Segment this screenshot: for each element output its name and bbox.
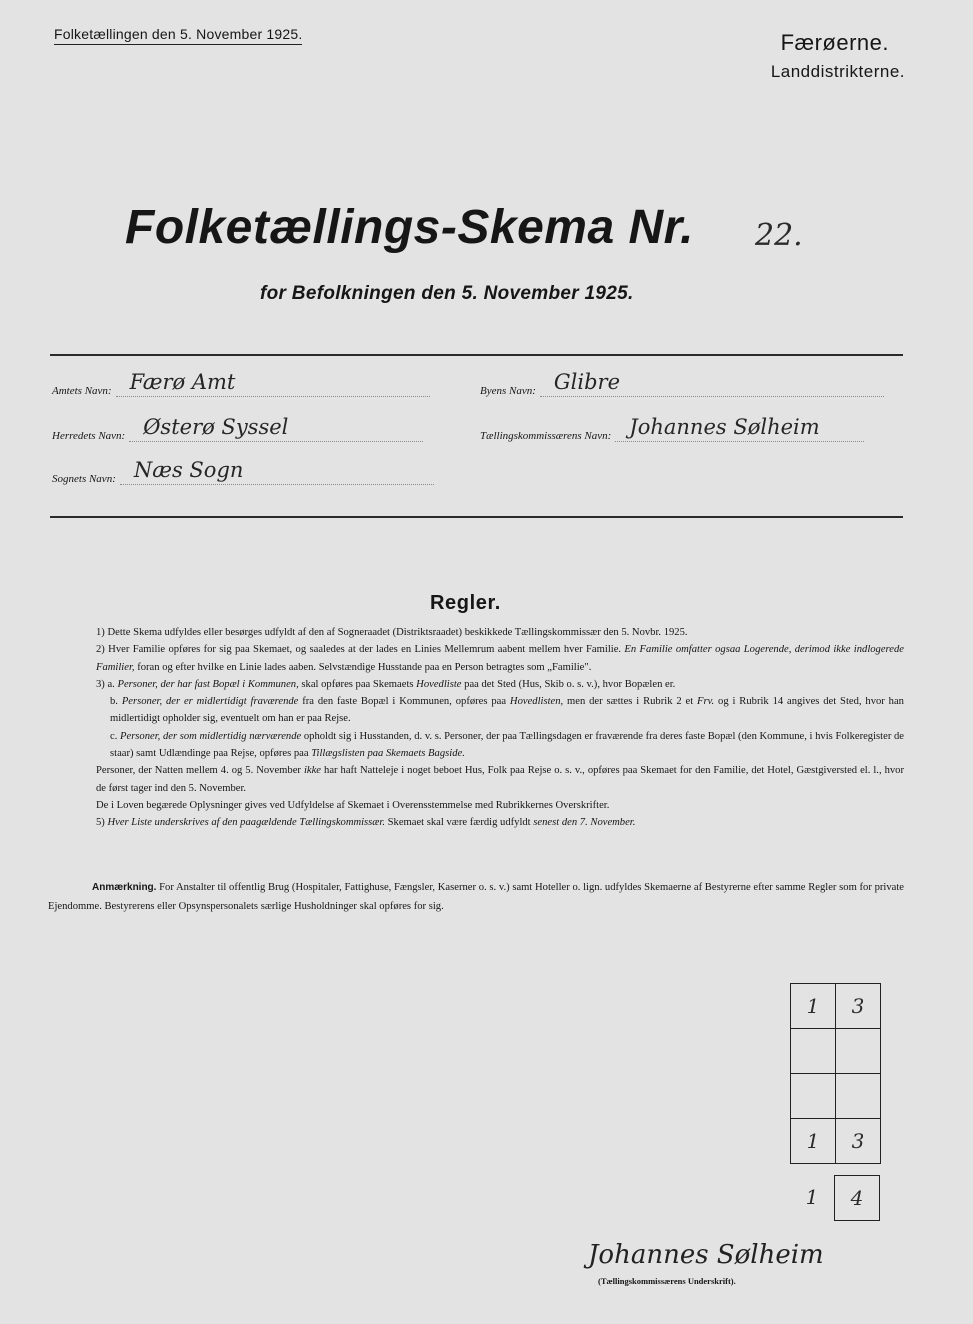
- bottom-divider: [50, 516, 903, 518]
- tally-cell: [791, 1029, 836, 1074]
- tally-row: [791, 1074, 881, 1119]
- kommissaer-value: Johannes Sølheim: [615, 413, 864, 442]
- tally-cell: 3: [836, 984, 881, 1029]
- by-label: Byens Navn:: [480, 385, 536, 397]
- tally-grid: [790, 983, 881, 1164]
- sogn-label: Sognets Navn:: [52, 473, 116, 485]
- rule-3a: 3) a. Personer, der har fast Bopæl i Kommunen, skal opføres paa Skemaets Hovedliste paa det Sted (Hus, Skib o. s. v.), hvor Bopælen er.: [96, 678, 676, 690]
- herred-label: Herredets Navn:: [52, 430, 126, 442]
- signature: Johannes Sølheim: [588, 1240, 824, 1270]
- region-subtitle: Landdistrikterne.: [770, 62, 905, 81]
- amt-label: Amtets Navn:: [52, 385, 112, 397]
- rule-3c: c. Personer, der som midlertidig nærværende opholdt sig i Husstanden, d. v. s. Personer, der paa Tællingsdagen er fraværende fra deres faste Bopæl (den Kommune, i hvis Folkeregister de staar) samt Udlændinge paa Rejse, opføres paa Tillægslisten paa Skemaets Bagside.: [110, 730, 904, 760]
- by-field: [480, 368, 884, 397]
- region-title: Færøerne.: [780, 30, 889, 55]
- tally-total-a: 1: [805, 1185, 819, 1209]
- by-value: Glibre: [540, 368, 884, 397]
- tally-cell: 1: [791, 1119, 836, 1164]
- sogn-value: Næs Sogn: [120, 456, 434, 485]
- tally-cell: [791, 1074, 836, 1119]
- tally-cell: [836, 1074, 881, 1119]
- herred-value: Østerø Syssel: [129, 413, 423, 442]
- form-title: Folketællings-Skema Nr.: [125, 201, 695, 254]
- note-label: Anmærkning.: [92, 882, 157, 893]
- tally-row: [791, 1029, 881, 1074]
- rules-text: [48, 624, 904, 832]
- tally-cell: [836, 1029, 881, 1074]
- note-text: For Anstalter til offentlig Brug (Hospitaler, Fattighuse, Fængsler, Kaserner o. s. v.) samt Hoteller o. lign. udfyldes Skemaerne af Bestyrerne efter samme Regler som for private Ejendomme. Bestyrerens eller Opsynspersonalets særlige Husholdninger skal opføres for sig.: [48, 882, 904, 912]
- rules-heading: Regler.: [430, 592, 501, 614]
- rule-3b: b. Personer, der er midlertidigt fraværende fra den faste Bopæl i Kommunen, opføres paa Hovedlisten, men der sættes i Rubrik 2 et Frv. og i Rubrik 14 angives det Sted, hvor han midlertidigt opholder sig, eventuelt om han er paa Rejse.: [110, 696, 904, 725]
- tally-row: [791, 1119, 881, 1164]
- amt-value: Færø Amt: [116, 368, 430, 397]
- tally-total-b: 4: [834, 1175, 880, 1221]
- tally-row: [791, 984, 881, 1029]
- form-number: 22.: [755, 218, 803, 253]
- note-paragraph: [48, 878, 904, 916]
- herred-field: [52, 413, 423, 442]
- rule-2: 2) Hver Familie opføres for sig paa Skemaet, og saaledes at der lades en Linies Mellemrum aabent mellem hver Familie. En Familie omfatter ogsaa Logerende, derimod ikke indlogerede Familier, foran og efter hvilke en Linie lades aaben. Selvstændige Husstande paa en Person betragtes som „Familie".: [96, 644, 904, 673]
- signature-caption: (Tællingskommissærens Underskrift).: [598, 1276, 736, 1286]
- kommissaer-label: Tællingskommissærens Navn:: [480, 430, 612, 442]
- tally-cell: 3: [836, 1119, 881, 1164]
- amt-field: [52, 368, 430, 397]
- rule-5: 5) Hver Liste underskrives af den paagældende Tællingskommissær. Skemaet skal være færdig udfyldt senest den 7. November.: [96, 817, 636, 829]
- rule-4: De i Loven begærede Oplysninger gives ved Udfyldelse af Skemaet i Overensstemmelse med Rubrikkernes Overskrifter.: [96, 799, 610, 811]
- census-date-header: Folketællingen den 5. November 1925.: [54, 26, 302, 45]
- tally-cell: 1: [791, 984, 836, 1029]
- kommissaer-field: [480, 413, 864, 442]
- form-subtitle: for Befolkningen den 5. November 1925.: [260, 283, 634, 304]
- rule-3d: Personer, der Natten mellem 4. og 5. November ikke har haft Natteleje i noget beboet Hus, Folk paa Rejse o. s. v., opføres paa Skemaet for den Familie, det Hotel, Gæstgiversted el. l., hvor de først tager ind den 5. November.: [96, 765, 904, 794]
- sogn-field: [52, 456, 434, 485]
- rule-1: 1) Dette Skema udfyldes eller besørges udfyldt af den af Sogneraadet (Distriktsraadet) beskikkede Tællingskommissær den 5. Novbr. 1925.: [96, 627, 688, 638]
- top-divider: [50, 354, 903, 356]
- tally-total-row: [790, 1175, 880, 1221]
